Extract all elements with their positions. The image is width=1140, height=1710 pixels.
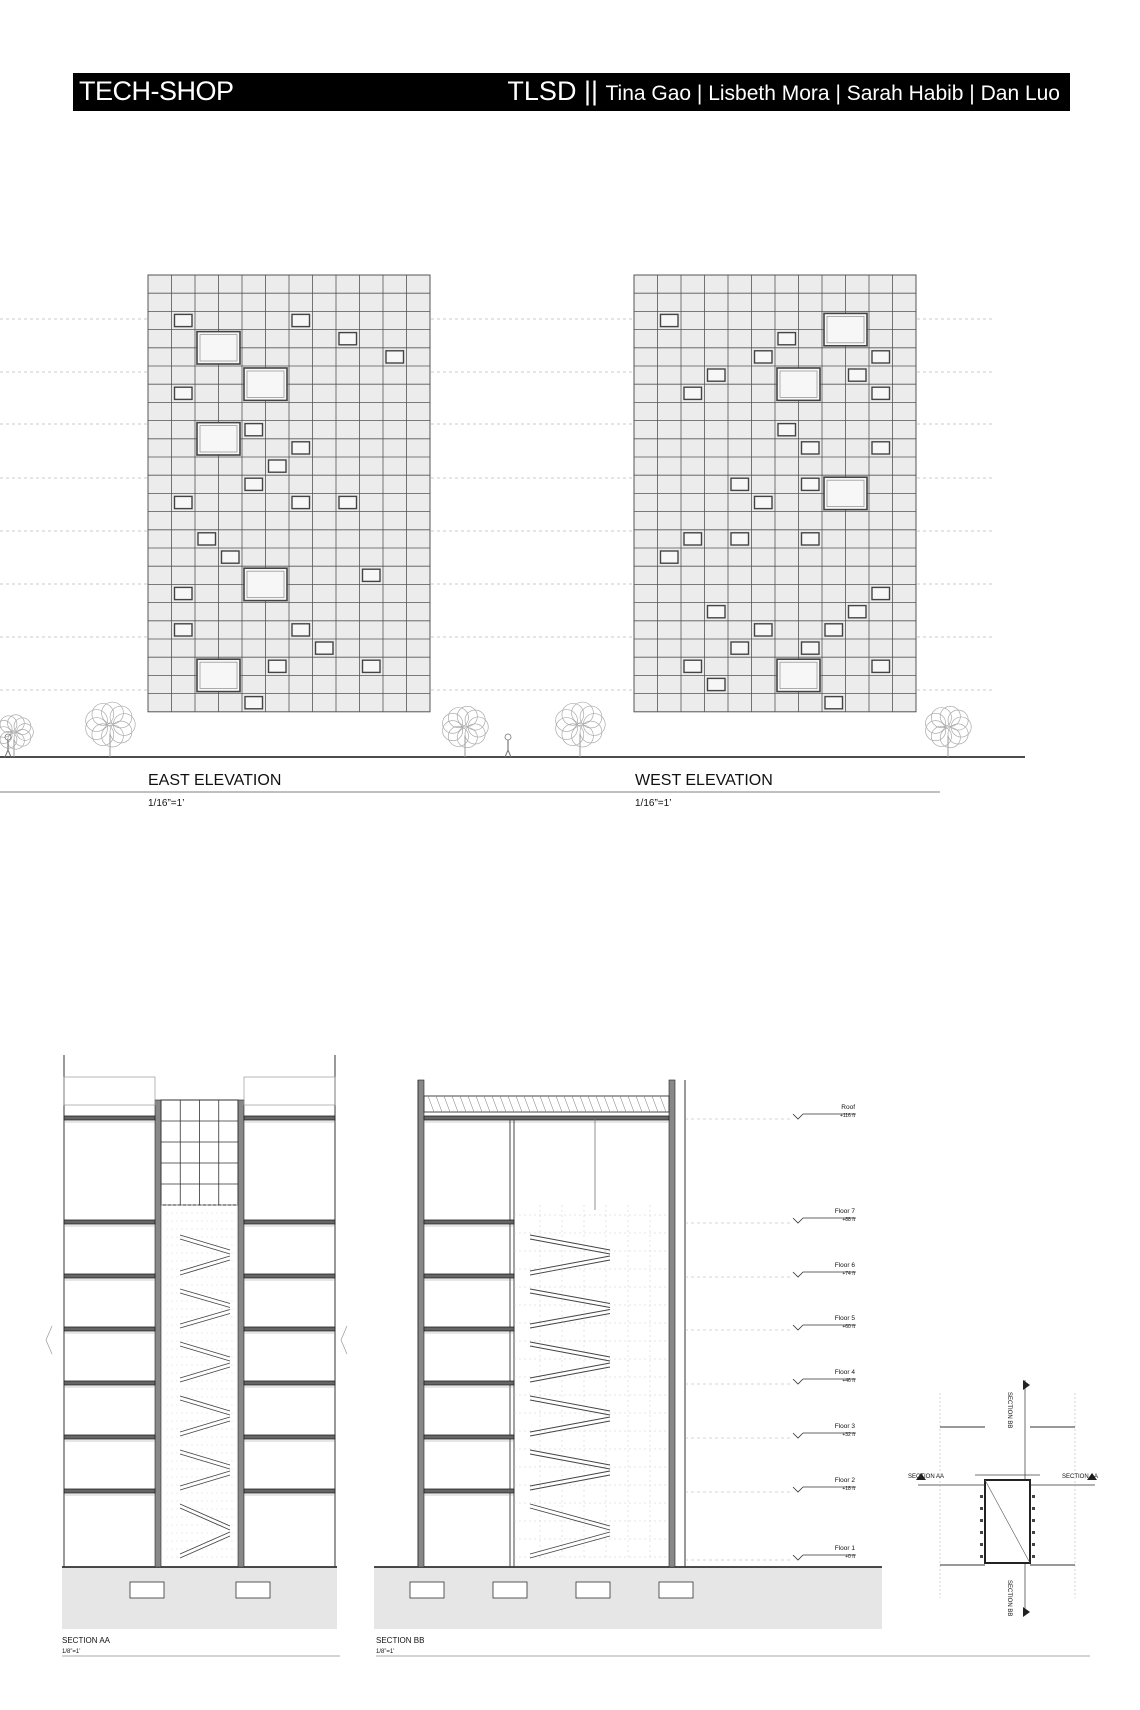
core-wall xyxy=(238,1100,244,1567)
stair-flight xyxy=(530,1417,610,1432)
small-window xyxy=(708,678,726,690)
truss-web xyxy=(492,1096,498,1112)
floor-slab xyxy=(64,1435,155,1439)
small-window xyxy=(684,387,702,399)
stair-flight xyxy=(530,1314,610,1329)
truss-web xyxy=(636,1096,642,1112)
truss-web xyxy=(532,1096,538,1112)
floor-slab xyxy=(424,1220,514,1224)
small-window xyxy=(175,496,193,508)
level-name: Floor 5 xyxy=(834,1315,855,1322)
truss-web xyxy=(644,1096,650,1112)
parapet xyxy=(244,1077,335,1105)
floor-slab xyxy=(244,1274,335,1278)
level-elevation: +32 ft xyxy=(842,1432,855,1438)
truss-web xyxy=(652,1096,658,1112)
stair-flight xyxy=(530,1310,610,1325)
floor-slab xyxy=(424,1327,514,1331)
scale-figure xyxy=(505,734,511,757)
section-arrow xyxy=(1023,1380,1030,1390)
keyplan-label-bb-top: SECTION BB xyxy=(1006,1392,1012,1429)
keyplan-label-aa-right: SECTION AA xyxy=(1062,1474,1099,1480)
stair-flight xyxy=(530,1532,610,1554)
small-window xyxy=(731,533,749,545)
small-window xyxy=(731,642,749,654)
exterior-wall xyxy=(669,1080,675,1567)
level-name: Floor 2 xyxy=(834,1477,855,1484)
figure-leg xyxy=(508,750,511,757)
level-name: Floor 4 xyxy=(834,1369,855,1376)
truss-web xyxy=(548,1096,554,1112)
small-window xyxy=(708,369,726,381)
truss-web xyxy=(612,1096,618,1112)
truss-web xyxy=(468,1096,474,1112)
stair-flight xyxy=(180,1536,230,1558)
stair-flight xyxy=(530,1293,610,1308)
small-window xyxy=(755,496,773,508)
truss-web xyxy=(564,1096,570,1112)
small-window xyxy=(802,442,820,454)
stair-post xyxy=(980,1495,983,1498)
small-window xyxy=(684,660,702,672)
keyplan-label-bb-bottom: SECTION BB xyxy=(1006,1580,1012,1617)
stair-flight xyxy=(180,1260,230,1275)
level-elevation: +0 ft xyxy=(845,1554,855,1560)
large-window xyxy=(824,313,867,345)
level-datum-marker xyxy=(793,1487,803,1492)
small-window xyxy=(269,660,287,672)
floor-slab xyxy=(64,1327,155,1331)
small-window xyxy=(872,351,890,363)
stair-post xyxy=(1032,1531,1035,1534)
stair-post xyxy=(1032,1507,1035,1510)
floor-slab xyxy=(64,1489,155,1493)
floor-slab xyxy=(64,1220,155,1224)
small-window xyxy=(386,351,404,363)
stair-flight xyxy=(530,1504,610,1526)
stair-flight xyxy=(530,1396,610,1411)
truss-web xyxy=(460,1096,466,1112)
level-datum-marker xyxy=(793,1555,803,1560)
truss-web xyxy=(580,1096,586,1112)
stair-flight xyxy=(530,1508,610,1530)
small-window xyxy=(684,533,702,545)
stair-post xyxy=(1032,1543,1035,1546)
small-window xyxy=(292,496,310,508)
floor-slab xyxy=(64,1381,155,1385)
tree xyxy=(443,706,489,757)
small-window xyxy=(245,478,263,490)
stair-flight xyxy=(530,1239,610,1254)
stair-post xyxy=(1032,1495,1035,1498)
stair-post xyxy=(980,1543,983,1546)
stair-post xyxy=(980,1507,983,1510)
stair-flight xyxy=(530,1421,610,1436)
level-datum-marker xyxy=(793,1325,803,1330)
stair-flight xyxy=(180,1454,230,1469)
small-window xyxy=(872,387,890,399)
section-aa-drawing xyxy=(46,1055,347,1629)
floor-slab xyxy=(424,1489,514,1493)
small-window xyxy=(872,660,890,672)
level-datum-marker xyxy=(793,1272,803,1277)
small-window xyxy=(339,496,357,508)
footing xyxy=(659,1582,693,1598)
section-aa-title: SECTION AA xyxy=(62,1636,111,1645)
stair-flight xyxy=(180,1417,230,1432)
truss-web xyxy=(588,1096,594,1112)
small-window xyxy=(825,624,843,636)
small-window xyxy=(802,642,820,654)
tree xyxy=(926,706,972,757)
stair-flight xyxy=(180,1504,230,1526)
project-title: TECH-SHOP xyxy=(79,76,234,106)
small-window xyxy=(198,533,216,545)
stair-flight xyxy=(180,1396,230,1411)
small-window xyxy=(339,333,357,345)
small-window xyxy=(363,660,381,672)
small-window xyxy=(661,314,679,326)
truss-web xyxy=(444,1096,450,1112)
small-window xyxy=(755,624,773,636)
section-aa-scale: 1/8”=1’ xyxy=(62,1649,81,1655)
small-window xyxy=(175,387,193,399)
truss-web xyxy=(428,1096,434,1112)
floor-slab xyxy=(64,1116,155,1120)
small-window xyxy=(292,624,310,636)
stair-flight xyxy=(180,1293,230,1308)
stair-flight xyxy=(530,1289,610,1304)
level-datum-marker xyxy=(793,1379,803,1384)
large-window xyxy=(777,368,820,400)
truss-web xyxy=(500,1096,506,1112)
stair-flight xyxy=(180,1289,230,1304)
stair-flight xyxy=(180,1421,230,1436)
small-window xyxy=(245,424,263,436)
level-datum-marker xyxy=(793,1433,803,1438)
team-members: Tina Gao | Lisbeth Mora | Sarah Habib | Dan Luo xyxy=(605,82,1060,105)
stair-flight xyxy=(180,1367,230,1382)
figure-head xyxy=(505,734,511,740)
stair-flight xyxy=(180,1471,230,1486)
west-elevation-title: WEST ELEVATION xyxy=(635,772,773,789)
truss-web xyxy=(556,1096,562,1112)
small-window xyxy=(802,478,820,490)
section-bb-drawing xyxy=(374,1080,882,1629)
small-window xyxy=(708,606,726,618)
level-elevation: +74 ft xyxy=(842,1271,855,1277)
section-bb-scale: 1/8”=1’ xyxy=(376,1649,395,1655)
west-elevation-scale: 1/16”=1’ xyxy=(635,798,672,809)
level-name: Floor 6 xyxy=(834,1262,855,1269)
large-window xyxy=(777,659,820,691)
large-window xyxy=(244,368,287,400)
stair-flight xyxy=(530,1363,610,1378)
footing xyxy=(236,1582,270,1598)
small-window xyxy=(292,314,310,326)
stair-flight xyxy=(180,1342,230,1357)
stair-post xyxy=(980,1531,983,1534)
level-elevation: +46 ft xyxy=(842,1378,855,1384)
truss-web xyxy=(484,1096,490,1112)
truss-web xyxy=(452,1096,458,1112)
small-window xyxy=(872,587,890,599)
small-window xyxy=(825,697,843,709)
core-wall xyxy=(155,1100,161,1567)
small-window xyxy=(222,551,240,563)
floor-slab xyxy=(424,1116,669,1120)
small-window xyxy=(175,624,193,636)
level-elevation: +18 ft xyxy=(842,1486,855,1492)
floor-slab xyxy=(244,1116,335,1120)
truss-web xyxy=(596,1096,602,1112)
small-window xyxy=(316,642,334,654)
stair-post xyxy=(1032,1519,1035,1522)
stair-flight xyxy=(530,1471,610,1486)
east-elevation-scale: 1/16”=1’ xyxy=(148,798,185,809)
stair-flight xyxy=(530,1260,610,1275)
footing xyxy=(493,1582,527,1598)
stair-flight xyxy=(530,1342,610,1357)
stair-flight xyxy=(530,1367,610,1382)
stair-post xyxy=(1032,1555,1035,1558)
ground-poche xyxy=(374,1567,882,1629)
small-window xyxy=(778,333,796,345)
tree xyxy=(86,702,136,757)
stair-post xyxy=(980,1555,983,1558)
footing xyxy=(410,1582,444,1598)
break-line xyxy=(46,1326,52,1354)
small-window xyxy=(175,587,193,599)
stair-flight xyxy=(530,1450,610,1465)
small-window xyxy=(175,314,193,326)
floor-slab xyxy=(244,1220,335,1224)
truss-web xyxy=(660,1096,666,1112)
floor-slab xyxy=(244,1381,335,1385)
level-elevation: +60 ft xyxy=(842,1324,855,1330)
small-window xyxy=(802,533,820,545)
truss-web xyxy=(572,1096,578,1112)
stair-flight xyxy=(180,1532,230,1554)
small-window xyxy=(363,569,381,581)
level-datum-marker xyxy=(793,1114,803,1119)
section-bb-title: SECTION BB xyxy=(376,1636,425,1645)
stair-flight xyxy=(180,1314,230,1329)
figure-leg xyxy=(505,750,508,757)
footing xyxy=(576,1582,610,1598)
truss-web xyxy=(604,1096,610,1112)
level-elevation: +116 ft xyxy=(839,1113,855,1119)
large-window xyxy=(197,659,240,691)
level-name: Floor 1 xyxy=(834,1545,855,1552)
floor-slab xyxy=(424,1435,514,1439)
truss-web xyxy=(524,1096,530,1112)
east-elevation-title: EAST ELEVATION xyxy=(148,772,282,789)
stair-post xyxy=(980,1519,983,1522)
floor-slab xyxy=(424,1381,514,1385)
stair-flight xyxy=(530,1536,610,1558)
small-window xyxy=(755,351,773,363)
tree xyxy=(556,702,606,757)
floor-slab xyxy=(244,1435,335,1439)
small-window xyxy=(849,369,867,381)
small-window xyxy=(849,606,867,618)
figure-leg xyxy=(5,750,8,757)
level-name: Floor 7 xyxy=(834,1208,855,1215)
truss-web xyxy=(628,1096,634,1112)
stair-flight xyxy=(180,1450,230,1465)
figure-leg xyxy=(8,750,11,757)
section-arrow xyxy=(1023,1607,1030,1617)
floor-slab xyxy=(244,1327,335,1331)
small-window xyxy=(778,424,796,436)
ground-poche xyxy=(62,1567,337,1629)
truss-web xyxy=(508,1096,514,1112)
small-window xyxy=(292,442,310,454)
large-window xyxy=(244,568,287,600)
exterior-wall xyxy=(418,1080,424,1567)
truss-web xyxy=(476,1096,482,1112)
stair-flight xyxy=(180,1239,230,1254)
level-name: Roof xyxy=(841,1104,855,1111)
floor-slab xyxy=(424,1274,514,1278)
floor-slab xyxy=(64,1274,155,1278)
stair-flight xyxy=(530,1475,610,1490)
truss-web xyxy=(620,1096,626,1112)
small-window xyxy=(661,551,679,563)
east-elevation-drawing xyxy=(148,275,430,712)
break-line xyxy=(341,1326,347,1354)
floor-slab xyxy=(244,1489,335,1493)
large-window xyxy=(197,423,240,455)
stair-flight xyxy=(530,1235,610,1250)
truss-web xyxy=(436,1096,442,1112)
level-name: Floor 3 xyxy=(834,1423,855,1430)
parapet xyxy=(64,1077,155,1105)
stair-flight xyxy=(180,1346,230,1361)
studio-name: TLSD || xyxy=(507,76,598,106)
west-elevation-drawing xyxy=(634,275,916,712)
level-elevation: +88 ft xyxy=(842,1217,855,1223)
small-window xyxy=(269,460,287,472)
truss-web xyxy=(516,1096,522,1112)
truss-web xyxy=(540,1096,546,1112)
stair-flight xyxy=(180,1508,230,1530)
large-window xyxy=(824,477,867,509)
level-datum-marker xyxy=(793,1218,803,1223)
large-window xyxy=(197,332,240,364)
footing xyxy=(130,1582,164,1598)
small-window xyxy=(872,442,890,454)
small-window xyxy=(731,478,749,490)
small-window xyxy=(245,697,263,709)
keyplan-label-aa-left: SECTION AA xyxy=(908,1474,945,1480)
